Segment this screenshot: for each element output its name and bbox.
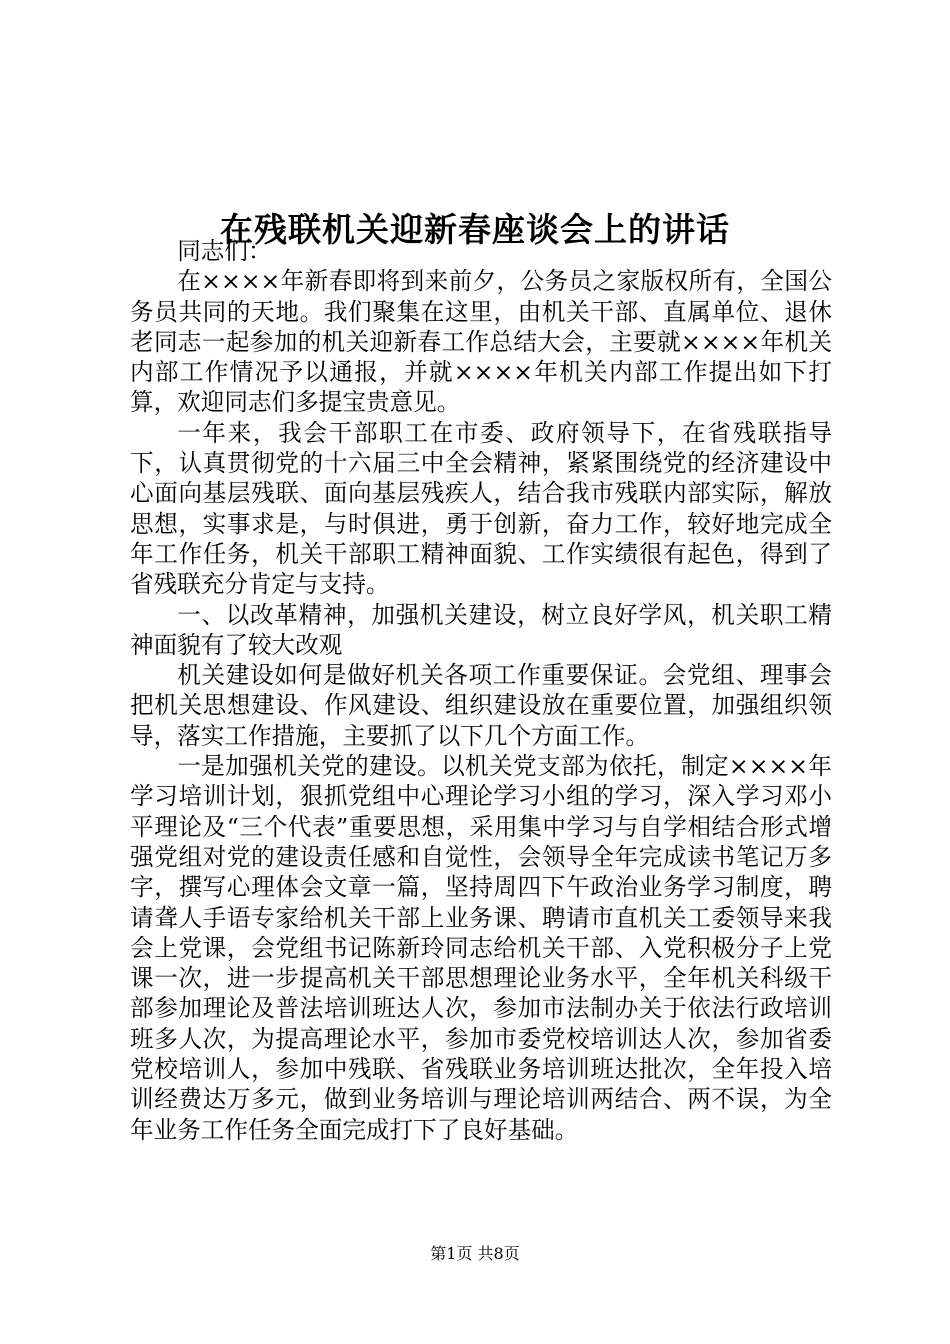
body-paragraph: 在××××年新春即将到来前夕，公务员之家版权所有，全国公务员共同的天地。我们聚集在这里，由机关干部、直属单位、退休老同志一起参加的机关迎新春工作总结大会，主要就××××年机关内部工作情况予以通报，并就××××年机关内部工作提出如下打算，欢迎同志们多提宝贵意见。 <box>130 267 832 417</box>
greeting-paragraph: 同志们： <box>177 237 272 265</box>
body-paragraph: 机关建设如何是做好机关各项工作重要保证。会党组、理事会把机关思想建设、作风建设、组织建设放在重要位置，加强组织领导，落实工作措施，主要抓了以下几个方面工作。 <box>130 661 832 750</box>
body-paragraph: 一是加强机关党的建设。以机关党支部为依托，制定××××年学习培训计划，狠抓党组中心理论学习小组的学习，深入学习邓小平理论及“三个代表”重要思想，采用集中学习与自学相结合形式增强党组对党的建设责任感和自觉性，会领导全年完成读书笔记万多字，撰写心理体会文章一篇，坚持周四下午政治业务学习制度，聘请聋人手语专家给机关干部上业务课、聘请市直机关工委领导来我会上党课，会党组书记陈新玲同志给机关干部、入党积极分子上党课一次，进一步提高机关干部思想理论业务水平，全年机关科级干部参加理论及普法培训班达人次，参加市法制办关于依法行政培训班多人次，为提高理论水平，参加市委党校培训达人次，参加省委党校培训人，参加中残联、省残联业务培训班达批次，全年投入培训经费达万多元，做到业务培训与理论培训两结合、两不误，为全年业务工作任务全面完成打下了良好基础。 <box>130 752 832 1144</box>
document-body <box>130 236 832 1145</box>
body-paragraph: 一年来，我会干部职工在市委、政府领导下，在省残联指导下，认真贯彻党的十六届三中全会精神，紧紧围绕党的经济建设中心面向基层残联、面向基层残疾人，结合我市残联内部实际，解放思想，实事求是，与时俱进，勇于创新，奋力工作，较好地完成全年工作任务，机关干部职工精神面貌、工作实绩很有起色，得到了省残联充分肯定与支持。 <box>130 418 832 599</box>
page-number-footer: 第1页 共8页 <box>430 1244 520 1263</box>
section-heading: 一、以改革精神，加强机关建设，树立良好学风，机关职工精神面貌有了较大改观 <box>130 600 832 659</box>
document-title: 在残联机关迎新春座谈会上的讲话 <box>220 210 730 250</box>
